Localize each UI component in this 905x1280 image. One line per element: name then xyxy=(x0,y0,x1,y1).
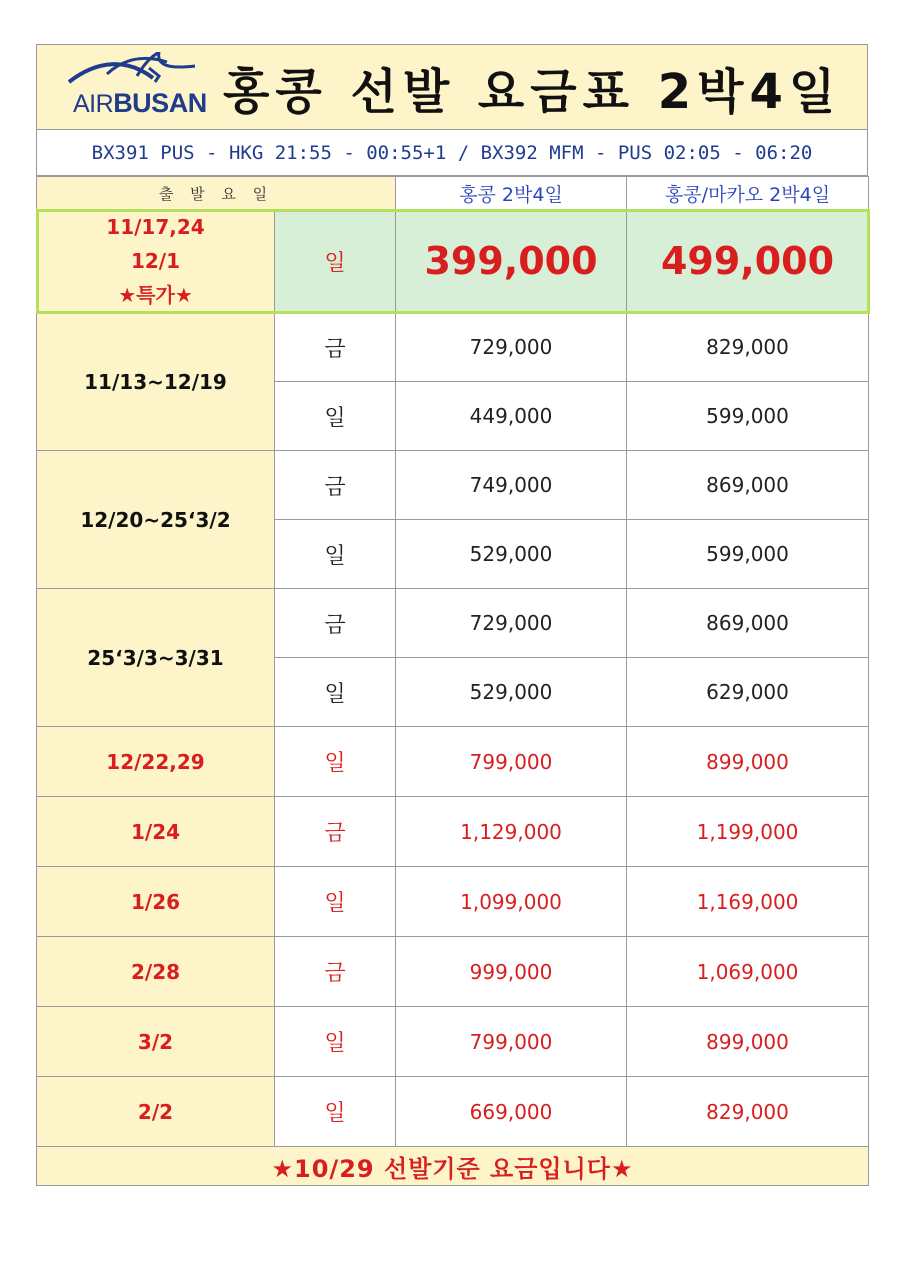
price-hkmo: 599,000 xyxy=(627,520,869,589)
price-hkmo: 599,000 xyxy=(627,382,869,451)
footer-row xyxy=(37,1147,869,1186)
price-hk: 799,000 xyxy=(396,727,627,797)
price-hkmo: 869,000 xyxy=(627,451,869,520)
day-cell: 일 xyxy=(275,1077,396,1147)
date-range: 12/20~25‘3/2 xyxy=(37,451,275,589)
table-row xyxy=(37,1007,869,1077)
price-hk: 749,000 xyxy=(396,451,627,520)
date-range: 25‘3/3~3/31 xyxy=(37,589,275,727)
price-hk: 799,000 xyxy=(396,1007,627,1077)
logo-air: AIR xyxy=(73,90,114,118)
day-cell: 금 xyxy=(275,937,396,1007)
special-date-1: 11/17,24 xyxy=(106,215,205,239)
price-hkmo: 829,000 xyxy=(627,1077,869,1147)
price-hkmo: 1,069,000 xyxy=(627,937,869,1007)
page-title: 홍콩 선발 요금표 2박4일 xyxy=(223,63,842,120)
special-date-2: 12/1 xyxy=(130,249,181,273)
price-hkmo: 899,000 xyxy=(627,727,869,797)
table-row xyxy=(37,589,869,658)
table-row xyxy=(37,937,869,1007)
price-hk: 529,000 xyxy=(396,520,627,589)
price-hkmo: 829,000 xyxy=(627,313,869,382)
date-cell: 1/24 xyxy=(37,797,275,867)
price-hk: 729,000 xyxy=(396,589,627,658)
date-cell: 1/26 xyxy=(37,867,275,937)
logo-busan: BUSAN xyxy=(113,88,207,118)
special-day: 일 xyxy=(275,210,396,313)
title-row xyxy=(36,44,868,130)
fare-sheet xyxy=(36,44,868,1186)
date-cell: 2/28 xyxy=(37,937,275,1007)
day-cell: 금 xyxy=(275,313,396,382)
special-price-hkmo: 499,000 xyxy=(627,210,869,313)
special-row xyxy=(37,210,869,313)
day-cell: 금 xyxy=(275,797,396,867)
price-hk: 1,099,000 xyxy=(396,867,627,937)
price-hk: 449,000 xyxy=(396,382,627,451)
footer-note: ★10/29 선발기준 요금입니다★ xyxy=(37,1147,869,1186)
table-row xyxy=(37,797,869,867)
price-hk: 669,000 xyxy=(396,1077,627,1147)
special-price-hk: 399,000 xyxy=(396,210,627,313)
air-busan-logo xyxy=(37,44,217,130)
logo-wordmark xyxy=(73,88,207,119)
day-cell: 일 xyxy=(275,382,396,451)
price-hk: 529,000 xyxy=(396,658,627,727)
flight-info: BX391 PUS - HKG 21:55 - 00:55+1 / BX392 MFM - PUS 02:05 - 06:20 xyxy=(36,130,868,176)
single-rows xyxy=(37,727,869,1147)
price-hk: 999,000 xyxy=(396,937,627,1007)
day-cell: 금 xyxy=(275,451,396,520)
day-cell: 일 xyxy=(275,1007,396,1077)
fare-table xyxy=(36,176,869,1186)
header-hongkong: 홍콩 2박4일 xyxy=(396,177,627,210)
special-dates xyxy=(37,210,275,313)
price-hkmo: 1,169,000 xyxy=(627,867,869,937)
day-cell: 일 xyxy=(275,867,396,937)
special-badge: ★특가★ xyxy=(118,283,193,307)
day-cell: 일 xyxy=(275,520,396,589)
date-range: 11/13~12/19 xyxy=(37,313,275,451)
day-cell: 일 xyxy=(275,727,396,797)
day-cell: 일 xyxy=(275,658,396,727)
price-hkmo: 899,000 xyxy=(627,1007,869,1077)
header-row xyxy=(37,177,869,210)
day-cell: 금 xyxy=(275,589,396,658)
price-hk: 1,129,000 xyxy=(396,797,627,867)
seagull-icon xyxy=(67,52,197,92)
header-hongkong-macau: 홍콩/마카오 2박4일 xyxy=(627,177,869,210)
date-cell: 12/22,29 xyxy=(37,727,275,797)
header-departure: 출 발 요 일 xyxy=(37,177,396,210)
table-row xyxy=(37,451,869,520)
group-rows xyxy=(37,313,869,727)
price-hkmo: 629,000 xyxy=(627,658,869,727)
date-cell: 2/2 xyxy=(37,1077,275,1147)
price-hkmo: 869,000 xyxy=(627,589,869,658)
table-row xyxy=(37,867,869,937)
price-hk: 729,000 xyxy=(396,313,627,382)
price-hkmo: 1,199,000 xyxy=(627,797,869,867)
table-row xyxy=(37,1077,869,1147)
table-row xyxy=(37,727,869,797)
table-row xyxy=(37,313,869,382)
date-cell: 3/2 xyxy=(37,1007,275,1077)
